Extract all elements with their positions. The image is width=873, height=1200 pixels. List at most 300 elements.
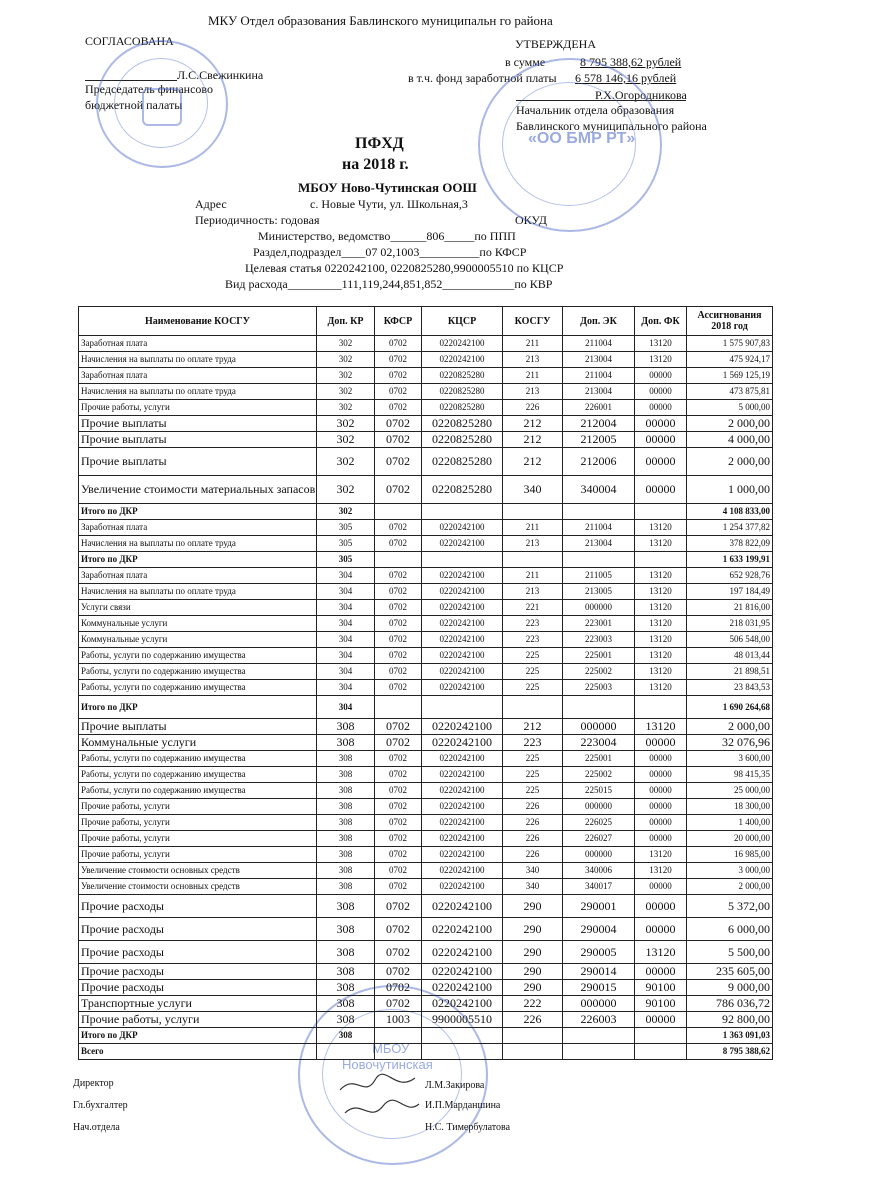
director-name: Л.М.Закирова — [425, 1080, 485, 1091]
table-row — [79, 448, 773, 476]
row-kr: 302 — [317, 368, 375, 384]
row-kcsr: 0220242100 — [422, 767, 503, 783]
row-kcsr: 0220242100 — [422, 783, 503, 799]
row-ek: 290004 — [563, 918, 635, 941]
finance-stamp — [96, 40, 228, 168]
row-kr: 304 — [317, 616, 375, 632]
row-fk: 00000 — [635, 783, 687, 799]
row-ek: 340004 — [563, 476, 635, 504]
row-fk — [635, 1028, 687, 1044]
row-fk: 90100 — [635, 996, 687, 1012]
row-kr: 308 — [317, 783, 375, 799]
row-amount: 5 500,00 — [687, 941, 773, 964]
row-amount: 1 254 377,82 — [687, 520, 773, 536]
table-row — [79, 616, 773, 632]
total-row — [79, 1044, 773, 1060]
row-ek: 000000 — [563, 996, 635, 1012]
pfhd-table — [78, 306, 773, 1060]
table-row — [79, 735, 773, 751]
row-kosgu: 225 — [503, 767, 563, 783]
row-kfsr: 0702 — [375, 664, 422, 680]
doc-subtitle: на 2018 г. — [342, 156, 409, 173]
row-amount: 9 000,00 — [687, 980, 773, 996]
total-row — [79, 552, 773, 568]
table-row — [79, 964, 773, 980]
row-name: Заработная плата — [79, 336, 317, 352]
row-name: Коммунальные услуги — [79, 735, 317, 751]
row-kr: 302 — [317, 400, 375, 416]
row-name: Коммунальные услуги — [79, 616, 317, 632]
row-ek: 211004 — [563, 520, 635, 536]
row-amount: 8 795 388,62 — [687, 1044, 773, 1060]
row-name: Прочие работы, услуги — [79, 847, 317, 863]
school-stamp-text-2: Новочутинская — [342, 1057, 433, 1072]
row-ek: 223004 — [563, 735, 635, 751]
row-fk: 13120 — [635, 941, 687, 964]
row-kr: 302 — [317, 384, 375, 400]
row-kcsr: 0220242100 — [422, 680, 503, 696]
row-amount: 786 036,72 — [687, 996, 773, 1012]
row-name: Итого по ДКР — [79, 696, 317, 719]
row-name: Всего — [79, 1044, 317, 1060]
row-name: Начисления на выплаты по оплате труда — [79, 352, 317, 368]
row-amount: 2 000,00 — [687, 448, 773, 476]
row-amount: 1 569 125,19 — [687, 368, 773, 384]
row-kosgu: 213 — [503, 536, 563, 552]
row-amount: 16 985,00 — [687, 847, 773, 863]
row-kfsr: 0702 — [375, 632, 422, 648]
sum-label: в сумме — [505, 55, 546, 69]
row-name: Работы, услуги по содержанию имущества — [79, 648, 317, 664]
row-kr: 305 — [317, 552, 375, 568]
row-fk: 13120 — [635, 600, 687, 616]
row-fk: 00000 — [635, 895, 687, 918]
row-kcsr: 0220242100 — [422, 863, 503, 879]
row-fk: 13120 — [635, 719, 687, 735]
col-header-kr: Доп. КР — [317, 307, 375, 336]
row-fk: 13120 — [635, 336, 687, 352]
row-name: Заработная плата — [79, 368, 317, 384]
table-row — [79, 520, 773, 536]
row-amount: 235 605,00 — [687, 964, 773, 980]
row-amount: 6 000,00 — [687, 918, 773, 941]
row-kr: 308 — [317, 1028, 375, 1044]
row-ek: 211004 — [563, 336, 635, 352]
sum-value: 8 795 388,62 рублей — [580, 55, 682, 69]
row-fk: 00000 — [635, 384, 687, 400]
table-row — [79, 648, 773, 664]
row-kr: 302 — [317, 352, 375, 368]
row-kosgu: 225 — [503, 664, 563, 680]
row-name: Увеличение стоимости основных средств — [79, 879, 317, 895]
row-kosgu: 226 — [503, 400, 563, 416]
row-amount: 378 822,09 — [687, 536, 773, 552]
row-kcsr: 0220242100 — [422, 336, 503, 352]
row-ek — [563, 1044, 635, 1060]
row-amount: 1 363 091,03 — [687, 1028, 773, 1044]
row-name: Итого по ДКР — [79, 504, 317, 520]
row-name: Прочие работы, услуги — [79, 799, 317, 815]
table-row — [79, 368, 773, 384]
row-fk: 00000 — [635, 476, 687, 504]
row-kfsr: 0702 — [375, 831, 422, 847]
okud-label: ОКУД — [515, 213, 547, 227]
row-kr: 305 — [317, 520, 375, 536]
row-kcsr: 0220242100 — [422, 664, 503, 680]
periodicity: Периодичность: годовая — [195, 213, 320, 227]
row-kfsr: 0702 — [375, 476, 422, 504]
row-fk: 00000 — [635, 400, 687, 416]
total-row — [79, 696, 773, 719]
row-kfsr: 0702 — [375, 336, 422, 352]
row-kosgu: 340 — [503, 879, 563, 895]
row-fk: 00000 — [635, 1012, 687, 1028]
row-kr: 308 — [317, 831, 375, 847]
row-name: Работы, услуги по содержанию имущества — [79, 664, 317, 680]
row-kcsr: 0220242100 — [422, 895, 503, 918]
row-kr: 302 — [317, 476, 375, 504]
agreed-label: СОГЛАСОВАНА — [85, 34, 174, 48]
agreed-position-1: Председатель финансово — [85, 82, 214, 96]
row-name: Работы, услуги по содержанию имущества — [79, 767, 317, 783]
agreed-name: Л.С.Свежинкина — [177, 68, 264, 82]
row-kcsr: 0220825280 — [422, 368, 503, 384]
row-ek: 213004 — [563, 384, 635, 400]
row-fk: 90100 — [635, 980, 687, 996]
row-kcsr: 0220242100 — [422, 799, 503, 815]
row-kosgu: 225 — [503, 783, 563, 799]
col-header-ek: Доп. ЭК — [563, 307, 635, 336]
row-kosgu: 225 — [503, 680, 563, 696]
row-kr: 305 — [317, 536, 375, 552]
table-row — [79, 476, 773, 504]
row-kcsr: 9900005510 — [422, 1012, 503, 1028]
col-header-kosgu: КОСГУ — [503, 307, 563, 336]
row-fk — [635, 696, 687, 719]
row-kr: 308 — [317, 964, 375, 980]
row-kosgu: 340 — [503, 863, 563, 879]
row-name: Итого по ДКР — [79, 1028, 317, 1044]
row-kcsr — [422, 552, 503, 568]
row-kr: 304 — [317, 648, 375, 664]
row-ek: 225002 — [563, 664, 635, 680]
row-kosgu: 223 — [503, 616, 563, 632]
approver-position-2: Бавлинского муниципального района — [516, 119, 707, 133]
row-kfsr: 0702 — [375, 996, 422, 1012]
row-fk — [635, 504, 687, 520]
row-kfsr: 0702 — [375, 964, 422, 980]
row-ek: 212005 — [563, 432, 635, 448]
row-kcsr: 0220242100 — [422, 520, 503, 536]
row-kr: 308 — [317, 751, 375, 767]
row-kfsr: 0702 — [375, 847, 422, 863]
row-kcsr: 0220242100 — [422, 815, 503, 831]
accountant-label: Гл.бухгалтер — [73, 1100, 128, 1111]
row-kr: 302 — [317, 432, 375, 448]
table-row — [79, 799, 773, 815]
row-amount: 506 548,00 — [687, 632, 773, 648]
row-fk: 13120 — [635, 632, 687, 648]
row-kosgu: 290 — [503, 964, 563, 980]
handwritten-signature — [335, 1068, 425, 1148]
row-kfsr: 0702 — [375, 719, 422, 735]
row-fk: 13120 — [635, 847, 687, 863]
row-ek: 225001 — [563, 751, 635, 767]
row-name: Работы, услуги по содержанию имущества — [79, 783, 317, 799]
row-fk: 00000 — [635, 416, 687, 432]
row-kosgu — [503, 552, 563, 568]
row-name: Прочие расходы — [79, 918, 317, 941]
department-stamp — [478, 58, 662, 232]
row-kosgu: 212 — [503, 432, 563, 448]
row-amount: 21 898,51 — [687, 664, 773, 680]
row-kr — [317, 1044, 375, 1060]
row-kosgu — [503, 696, 563, 719]
row-kosgu: 226 — [503, 799, 563, 815]
row-fk: 13120 — [635, 584, 687, 600]
row-kosgu: 225 — [503, 751, 563, 767]
row-kcsr: 0220242100 — [422, 648, 503, 664]
row-kcsr: 0220242100 — [422, 751, 503, 767]
row-name: Работы, услуги по содержанию имущества — [79, 751, 317, 767]
row-ek: 225001 — [563, 648, 635, 664]
table-row — [79, 996, 773, 1012]
row-amount: 1 000,00 — [687, 476, 773, 504]
row-kosgu: 212 — [503, 416, 563, 432]
row-kosgu: 223 — [503, 735, 563, 751]
director-label: Директор — [73, 1078, 114, 1089]
row-kcsr: 0220825280 — [422, 448, 503, 476]
row-kfsr: 0702 — [375, 568, 422, 584]
row-kosgu: 222 — [503, 996, 563, 1012]
row-kr: 308 — [317, 847, 375, 863]
row-ek: 225003 — [563, 680, 635, 696]
row-name: Прочие выплаты — [79, 448, 317, 476]
head-label: Нач.отдела — [73, 1122, 120, 1133]
row-name: Прочие выплаты — [79, 432, 317, 448]
row-amount: 23 843,53 — [687, 680, 773, 696]
row-fk: 13120 — [635, 680, 687, 696]
row-kfsr — [375, 1028, 422, 1044]
row-kcsr: 0220242100 — [422, 941, 503, 964]
row-kfsr: 0702 — [375, 680, 422, 696]
table-row — [79, 719, 773, 735]
row-ek: 000000 — [563, 847, 635, 863]
table-row — [79, 680, 773, 696]
row-ek: 225015 — [563, 783, 635, 799]
row-kcsr — [422, 504, 503, 520]
row-kfsr: 0702 — [375, 536, 422, 552]
row-name: Прочие расходы — [79, 941, 317, 964]
row-kcsr: 0220242100 — [422, 831, 503, 847]
row-kosgu — [503, 1044, 563, 1060]
table-row — [79, 941, 773, 964]
row-ek: 212004 — [563, 416, 635, 432]
row-kfsr: 0702 — [375, 799, 422, 815]
row-kosgu: 290 — [503, 895, 563, 918]
row-kcsr: 0220242100 — [422, 616, 503, 632]
row-amount: 652 928,76 — [687, 568, 773, 584]
table-row — [79, 1012, 773, 1028]
row-name: Прочие выплаты — [79, 719, 317, 735]
row-kfsr: 0702 — [375, 448, 422, 476]
row-kfsr: 1003 — [375, 1012, 422, 1028]
row-ek: 213005 — [563, 584, 635, 600]
row-name: Увеличение стоимости основных средств — [79, 863, 317, 879]
table-row — [79, 536, 773, 552]
row-fk: 00000 — [635, 432, 687, 448]
row-fk: 00000 — [635, 751, 687, 767]
row-name: Прочие работы, услуги — [79, 400, 317, 416]
row-kcsr — [422, 1028, 503, 1044]
table-row — [79, 416, 773, 432]
col-header-name: Наименование КОСГУ — [79, 307, 317, 336]
row-kr: 308 — [317, 918, 375, 941]
row-ek — [563, 504, 635, 520]
row-kr: 308 — [317, 980, 375, 996]
row-amount: 21 816,00 — [687, 600, 773, 616]
row-amount: 1 633 199,91 — [687, 552, 773, 568]
row-kosgu: 290 — [503, 980, 563, 996]
row-kosgu: 213 — [503, 352, 563, 368]
row-kosgu: 225 — [503, 648, 563, 664]
table-row — [79, 664, 773, 680]
row-ek: 340006 — [563, 863, 635, 879]
row-kfsr: 0702 — [375, 895, 422, 918]
col-header-fk: Доп. ФК — [635, 307, 687, 336]
row-amount: 473 875,81 — [687, 384, 773, 400]
row-kcsr: 0220242100 — [422, 879, 503, 895]
row-amount: 4 000,00 — [687, 432, 773, 448]
row-fk: 00000 — [635, 448, 687, 476]
row-fk: 13120 — [635, 352, 687, 368]
row-kfsr: 0702 — [375, 783, 422, 799]
row-amount: 475 924,17 — [687, 352, 773, 368]
row-name: Прочие расходы — [79, 980, 317, 996]
table-row — [79, 783, 773, 799]
row-fk: 13120 — [635, 664, 687, 680]
row-fk: 00000 — [635, 918, 687, 941]
row-fk: 00000 — [635, 815, 687, 831]
row-name: Начисления на выплаты по оплате труда — [79, 536, 317, 552]
section-line: Раздел,подраздел____07 02,1003__________по КФСР — [253, 245, 527, 259]
row-amount: 2 000,00 — [687, 879, 773, 895]
row-kcsr: 0220242100 — [422, 632, 503, 648]
row-name: Прочие работы, услуги — [79, 815, 317, 831]
row-kfsr: 0702 — [375, 432, 422, 448]
table-row — [79, 895, 773, 918]
row-kosgu: 290 — [503, 918, 563, 941]
table-row — [79, 384, 773, 400]
row-kosgu: 290 — [503, 941, 563, 964]
row-kosgu: 213 — [503, 384, 563, 400]
row-kcsr: 0220242100 — [422, 568, 503, 584]
row-amount: 3 000,00 — [687, 863, 773, 879]
row-kr: 304 — [317, 696, 375, 719]
table-row — [79, 767, 773, 783]
row-amount: 3 600,00 — [687, 751, 773, 767]
row-fk: 00000 — [635, 964, 687, 980]
doc-title: ПФХД — [355, 135, 404, 152]
row-ek: 226001 — [563, 400, 635, 416]
row-amount: 1 690 264,68 — [687, 696, 773, 719]
row-fk: 00000 — [635, 767, 687, 783]
row-kosgu: 211 — [503, 520, 563, 536]
row-name: Коммунальные услуги — [79, 632, 317, 648]
row-kfsr — [375, 504, 422, 520]
row-fk: 13120 — [635, 616, 687, 632]
row-ek: 226003 — [563, 1012, 635, 1028]
row-kcsr: 0220242100 — [422, 964, 503, 980]
row-kcsr: 0220242100 — [422, 996, 503, 1012]
row-kcsr: 0220242100 — [422, 847, 503, 863]
row-ek: 223001 — [563, 616, 635, 632]
row-name: Прочие работы, услуги — [79, 831, 317, 847]
row-name: Начисления на выплаты по оплате труда — [79, 584, 317, 600]
row-ek: 212006 — [563, 448, 635, 476]
row-kfsr: 0702 — [375, 600, 422, 616]
row-ek — [563, 552, 635, 568]
row-kcsr: 0220242100 — [422, 352, 503, 368]
row-amount: 5 372,00 — [687, 895, 773, 918]
row-ek: 340017 — [563, 879, 635, 895]
row-ek: 290014 — [563, 964, 635, 980]
row-ek: 226025 — [563, 815, 635, 831]
row-kfsr: 0702 — [375, 400, 422, 416]
row-kosgu: 226 — [503, 831, 563, 847]
row-kr: 308 — [317, 895, 375, 918]
row-kosgu: 340 — [503, 476, 563, 504]
row-kosgu — [503, 1028, 563, 1044]
row-amount: 1 575 907,83 — [687, 336, 773, 352]
col-header-kfsr: КФСР — [375, 307, 422, 336]
table-header-row — [79, 307, 773, 336]
table-row — [79, 918, 773, 941]
row-kfsr: 0702 — [375, 368, 422, 384]
row-amount: 92 800,00 — [687, 1012, 773, 1028]
approved-label: УТВЕРЖДЕНА — [515, 37, 597, 51]
row-ek: 000000 — [563, 799, 635, 815]
row-kcsr: 0220825280 — [422, 416, 503, 432]
org-title: МКУ Отдел образования Бавлинского муниципальн го района — [208, 13, 553, 28]
row-ek: 213004 — [563, 352, 635, 368]
row-ek: 290005 — [563, 941, 635, 964]
row-kr: 302 — [317, 336, 375, 352]
row-ek: 223003 — [563, 632, 635, 648]
row-ek: 211004 — [563, 368, 635, 384]
approver-position-1: Начальник отдела образования — [516, 103, 675, 117]
emblem-icon — [142, 88, 182, 126]
row-amount: 98 415,35 — [687, 767, 773, 783]
row-ek: 000000 — [563, 600, 635, 616]
row-kosgu: 226 — [503, 1012, 563, 1028]
row-kr: 302 — [317, 416, 375, 432]
table-row — [79, 632, 773, 648]
row-kcsr: 0220825280 — [422, 476, 503, 504]
row-name: Услуги связи — [79, 600, 317, 616]
row-kr: 308 — [317, 799, 375, 815]
row-amount: 1 400,00 — [687, 815, 773, 831]
table-row — [79, 432, 773, 448]
expense-line: Вид расхода_________111,119,244,851,852____________по КВР — [225, 277, 553, 291]
row-kr: 308 — [317, 767, 375, 783]
row-kfsr: 0702 — [375, 751, 422, 767]
row-kcsr: 0220242100 — [422, 600, 503, 616]
row-kfsr: 0702 — [375, 520, 422, 536]
row-name: Прочие работы, услуги — [79, 1012, 317, 1028]
row-name: Увеличение стоимости материальных запасов — [79, 476, 317, 504]
row-kfsr: 0702 — [375, 735, 422, 751]
